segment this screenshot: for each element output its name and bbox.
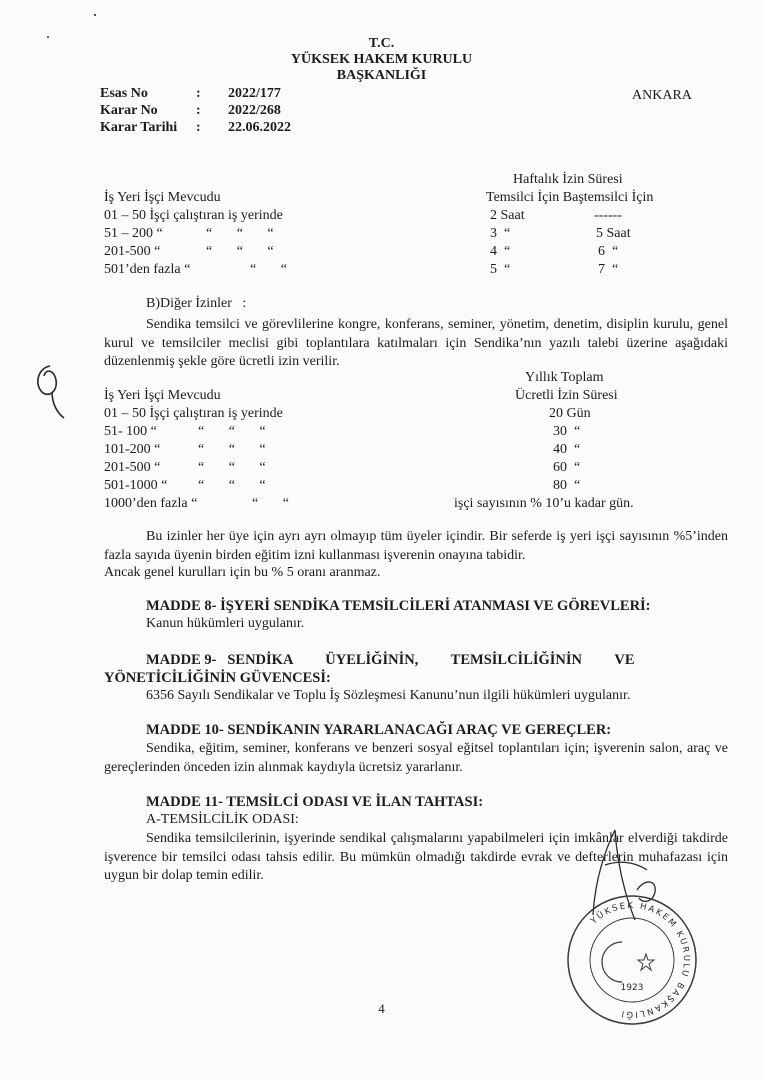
table-row-label: 201-500 “ [104, 244, 161, 259]
esas-label: Esas No [100, 86, 148, 101]
leave-rule-paragraph: Bu izinler her üye için ayrı ayrı olmayıp tüm üyeler içindir. Bir seferde iş yeri işçi sayısının %5’inden fazla sayıda üyenin birden eğitim izni kullanması işverenin onayına tabidir. [104, 529, 728, 563]
table1-heading1: Haftalık İzin Süresi [513, 172, 623, 187]
madde10-text: Sendika, eğitim, seminer, konferans ve benzeri sosyal eğitsel toplantıları için; işverenin salon, araç ve gereçlerinden önceden izin alınmak kaydıyla ücretsiz yararlanır. [104, 741, 728, 775]
madde8-title: MADDE 8- İŞYERİ SENDİKA TEMSİLCİLERİ ATANMASI VE GÖREVLERİ: [146, 598, 651, 614]
table2-heading2: Ücretli İzin Süresi [515, 388, 618, 403]
city: ANKARA [632, 88, 692, 103]
table-row-ditto: “ “ “ [198, 442, 266, 457]
esas-colon: : [196, 86, 201, 101]
table-cell-value: işçi sayısının % 10’u kadar gün. [454, 496, 634, 511]
table-row-label: 501’den fazla “ [104, 262, 191, 277]
handwritten-mark-icon [30, 362, 70, 424]
madde11-title: MADDE 11- TEMSİLCİ ODASI VE İLAN TAHTASI: [146, 794, 484, 810]
scan-speck [94, 14, 96, 16]
esas-value: 2022/177 [228, 86, 281, 101]
table-cell-value: 30 “ [553, 424, 581, 439]
table-row-label: 51- 100 “ [104, 424, 157, 439]
leave-rule-exception: Ancak genel kurulları için bu % 5 oranı aranmaz. [104, 565, 381, 580]
table-cell-value: 60 “ [553, 460, 581, 475]
table-cell-head-representative: ------ [594, 208, 622, 223]
table-row-label: 501-1000 “ [104, 478, 168, 493]
karar-value: 2022/268 [228, 103, 281, 118]
madde9-text: 6356 Sayılı Sendikalar ve Toplu İş Sözleşmesi Kanunu’nun ilgili hükümleri uygulanır. [146, 688, 631, 703]
madde11-text: Sendika temsilcilerinin, işyerinde sendikal çalışmalarını yapabilmeleri için imkânlar elverdiği takdirde işverence bir temsilci odası tahsis edilir. Bu mümkün olmadığı takdirde evrak ve defterlerin muhafazası için uygun bir dolap temin edilir. [104, 831, 728, 883]
madde11-subtitle: A-TEMSİLCİLİK ODASI: [146, 812, 299, 827]
tarih-colon: : [196, 120, 201, 135]
table-row-ditto: “ “ [250, 262, 287, 277]
table-row-ditto: “ “ “ [198, 424, 266, 439]
table-row-ditto: “ “ “ [198, 478, 266, 493]
table-cell-value: 20 Gün [549, 406, 591, 421]
table-row-label: 1000’den fazla “ [104, 496, 198, 511]
table-row-label: 01 – 50 İşçi çalıştıran iş yerinde [104, 208, 283, 223]
table-row-label: 101-200 “ [104, 442, 161, 457]
table-cell-head-representative: 7 “ [598, 262, 619, 277]
scan-speck [47, 36, 49, 38]
table-cell-value: 80 “ [553, 478, 581, 493]
table-row-label: 01 – 50 İşçi çalıştıran iş yerinde [104, 406, 283, 421]
page-number: 4 [378, 1001, 385, 1016]
table-row-ditto: “ “ “ [198, 460, 266, 475]
karar-label: Karar No [100, 103, 158, 118]
table1-col-label: İş Yeri İşçi Mevcudu [104, 190, 221, 205]
madde10-title: MADDE 10- SENDİKANIN YARARLANACAĞI ARAÇ VE GEREÇLER: [146, 722, 612, 738]
header-tc: T.C. [368, 36, 395, 51]
table-cell-representative: 5 “ [490, 262, 511, 277]
tarih-value: 22.06.2022 [228, 120, 291, 135]
section-b-paragraph: Sendika temsilci ve görevlilerine kongre, konferans, seminer, yönetim, denetim, disiplin kurulu, genel kurul ve temsilciler meclisi gibi toplantılara katılmaları için Sendika’nın yazılı talebi üzerine aşağıdaki düzenlenmiş şekle göre ücretli izin verilir. [104, 317, 728, 369]
header-baskanlik: BAŞKANLIĞI [336, 68, 427, 83]
header-kurul: YÜKSEK HAKEM KURULU [290, 52, 473, 67]
section-b-title: B)Diğer İzinler : [146, 296, 247, 311]
karar-colon: : [196, 103, 201, 118]
table-cell-representative: 3 “ [490, 226, 511, 241]
seal-year: 1923 [620, 983, 644, 993]
madde9-title-line1 [146, 652, 728, 669]
table-cell-value: 40 “ [553, 442, 581, 457]
table2-col-label: İş Yeri İşçi Mevcudu [104, 388, 221, 403]
table-row-label: 51 – 200 “ [104, 226, 163, 241]
table-cell-head-representative: 6 “ [598, 244, 619, 259]
madde9-title-part: MADDE 9- SENDİKA ÜYELİĞİNİN, TEMSİLCİLİĞİNİN VE [146, 652, 635, 668]
table-cell-representative: 2 Saat [490, 208, 525, 223]
madde8-text: Kanun hükümleri uygulanır. [146, 616, 305, 631]
table-cell-head-representative: 5 Saat [596, 226, 631, 241]
madde9-title-line2: YÖNETİCİLİĞİNİN GÜVENCESİ: [104, 670, 331, 686]
table-row-ditto: “ “ [252, 496, 289, 511]
seal-ring-text: YÜKSEK HAKEM KURULU BAŞKANLIĞI [589, 900, 692, 1020]
table-cell-representative: 4 “ [490, 244, 511, 259]
table-row-label: 201-500 “ [104, 460, 161, 475]
tarih-label: Karar Tarihi [100, 120, 178, 135]
table-row-ditto: “ “ “ [206, 244, 274, 259]
table1-heading2: Temsilci İçin Baştemsilci İçin [486, 190, 654, 205]
table-row-ditto: “ “ “ [206, 226, 274, 241]
table2-heading1: Yıllık Toplam [525, 370, 604, 385]
